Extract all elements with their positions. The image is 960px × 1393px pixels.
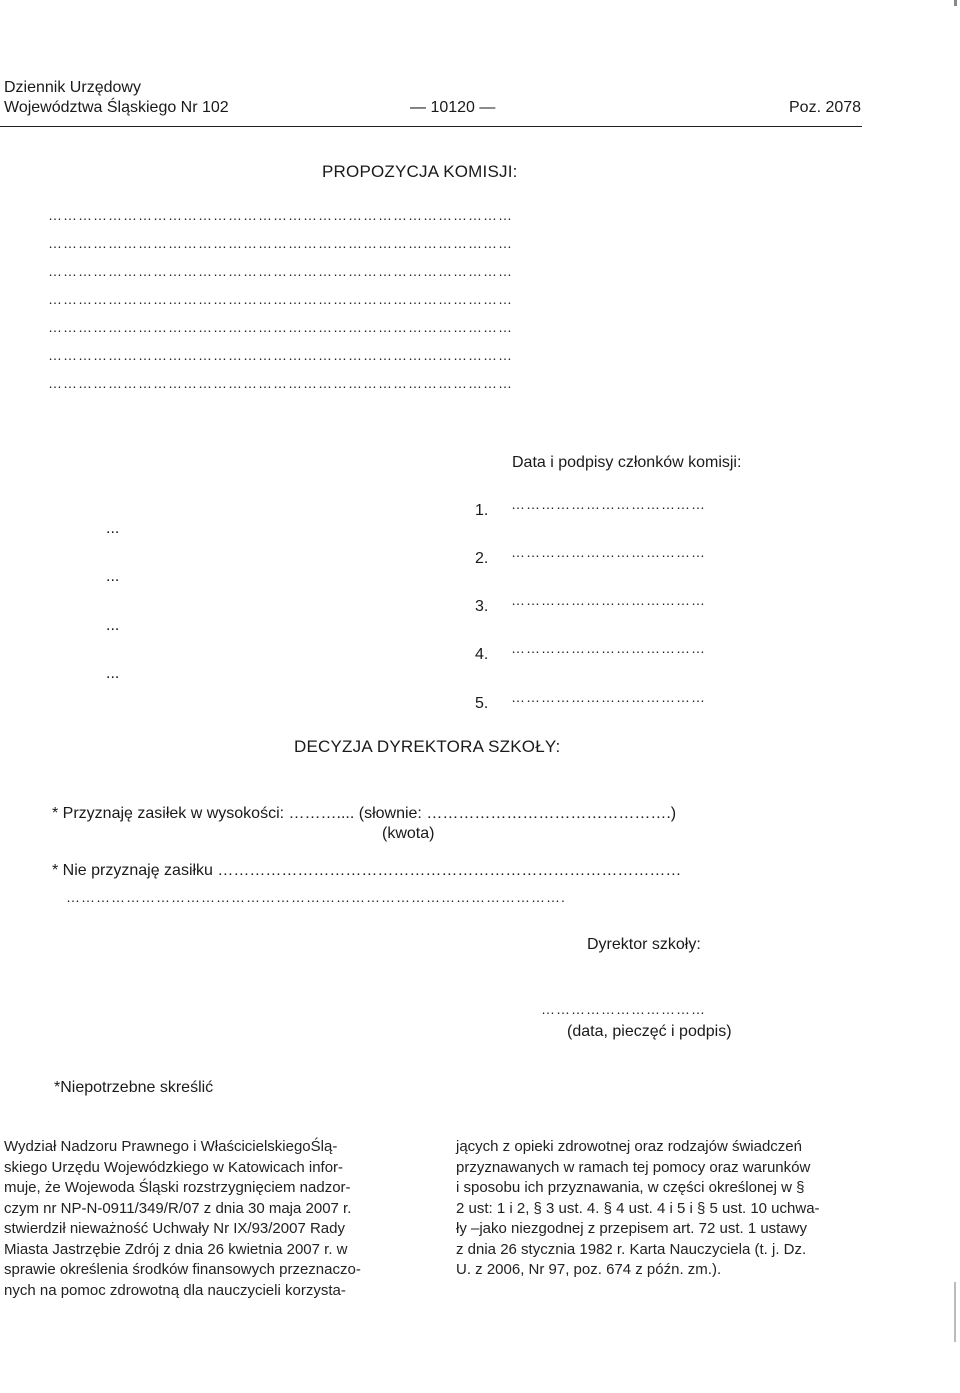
scan-edge-mark	[954, 1282, 956, 1342]
scan-edge-mark	[954, 0, 957, 6]
left-ellipsis: ...	[106, 617, 120, 634]
deny-continuation-line: ……………………………………………………………………………………….	[66, 889, 566, 905]
notice-line: nych na pomoc zdrowotną dla nauczycieli korzysta-	[4, 1281, 346, 1299]
amount-caption: (kwota)	[382, 825, 435, 842]
member-signature-line: …………………………………	[511, 496, 706, 512]
notice-line: przyznawanych w ramach tej pomocy oraz warunków	[456, 1158, 811, 1176]
notice-line: Miasta Jastrzębie Zdrój z dnia 26 kwietnia 2007 r. w	[4, 1240, 348, 1258]
notice-line: Wydział Nadzoru Prawnego i WłaścicielskiegoŚlą-	[4, 1138, 338, 1155]
director-signature-line: ……………………………	[541, 1001, 706, 1017]
page-number: — 10120 —	[410, 99, 496, 116]
proposal-line: …………………………………………………………………………………	[48, 235, 513, 251]
left-ellipsis: ...	[106, 520, 120, 537]
left-ellipsis: ...	[106, 665, 120, 682]
proposal-line: …………………………………………………………………………………	[48, 207, 513, 223]
member-number: 1.	[475, 502, 489, 519]
notice-line: muje, że Wojewoda Śląski rozstrzygnięciem nadzor-	[4, 1179, 351, 1196]
notice-line: stwierdził nieważność Uchwały Nr IX/93/2007 Rady	[4, 1220, 345, 1237]
notice-right-column	[456, 1137, 866, 1281]
proposal-line: …………………………………………………………………………………	[48, 347, 513, 363]
proposal-line: …………………………………………………………………………………	[48, 291, 513, 307]
member-signature-line: …………………………………	[511, 640, 706, 656]
member-signature-line: …………………………………	[511, 689, 706, 705]
journal-name-line1: Dziennik Urzędowy	[4, 79, 141, 96]
director-label: Dyrektor szkoły:	[587, 936, 701, 953]
grant-allowance-line: * Przyznaję zasiłek w wysokości: ……….... (słownie: ……………………………………….)	[52, 805, 677, 822]
member-number: 5.	[475, 695, 489, 712]
left-ellipsis: ...	[106, 568, 120, 585]
journal-name-line2: Województwa Śląskiego Nr 102	[4, 99, 229, 116]
member-signature-line: …………………………………	[511, 592, 706, 608]
member-number: 2.	[475, 550, 489, 567]
position-number: Poz. 2078	[789, 99, 862, 116]
member-number: 3.	[475, 598, 489, 615]
deny-allowance-line: * Nie przyznaję zasiłku ……………………………………………………………………………	[52, 862, 682, 879]
notice-line: 2 ust: 1 i 2, § 3 ust. 4. § 4 ust. 4 i 5 i § 5 ust. 10 uchwa-	[456, 1199, 820, 1217]
notice-line: i sposobu ich przyznawania, w części określonej w §	[456, 1179, 805, 1196]
header-rule	[0, 126, 862, 127]
notice-line: czym nr NP-N-0911/349/R/07 z dnia 30 maja 2007 r.	[4, 1199, 352, 1217]
member-number: 4.	[475, 646, 489, 663]
notice-line: skiego Urzędu Wojewódzkiego w Katowicach infor-	[4, 1158, 344, 1176]
footnote: *Niepotrzebne skreślić	[54, 1079, 214, 1096]
signatures-label: Data i podpisy członków komisji:	[512, 454, 742, 471]
commission-title: PROPOZYCJA KOMISJI:	[322, 162, 518, 181]
proposal-line: …………………………………………………………………………………	[48, 319, 513, 335]
proposal-line: …………………………………………………………………………………	[48, 375, 513, 391]
notice-left-column	[4, 1137, 414, 1301]
member-signature-line: …………………………………	[511, 544, 706, 560]
notice-line: z dnia 26 stycznia 1982 r. Karta Nauczyciela (t. j. Dz.	[456, 1240, 807, 1258]
decision-title: DECYZJA DYREKTORA SZKOŁY:	[294, 737, 561, 756]
notice-line: U. z 2006, Nr 97, poz. 674 z późn. zm.).	[456, 1261, 722, 1278]
notice-line: sprawie określenia środków finansowych przeznaczo-	[4, 1261, 361, 1278]
notice-line: jących z opieki zdrowotnej oraz rodzajów świadczeń	[456, 1138, 802, 1155]
notice-line: ły –jako niezgodnej z przepisem art. 72 ust. 1 ustawy	[456, 1220, 808, 1237]
proposal-line: …………………………………………………………………………………	[48, 263, 513, 279]
director-signature-caption: (data, pieczęć i podpis)	[567, 1023, 732, 1040]
